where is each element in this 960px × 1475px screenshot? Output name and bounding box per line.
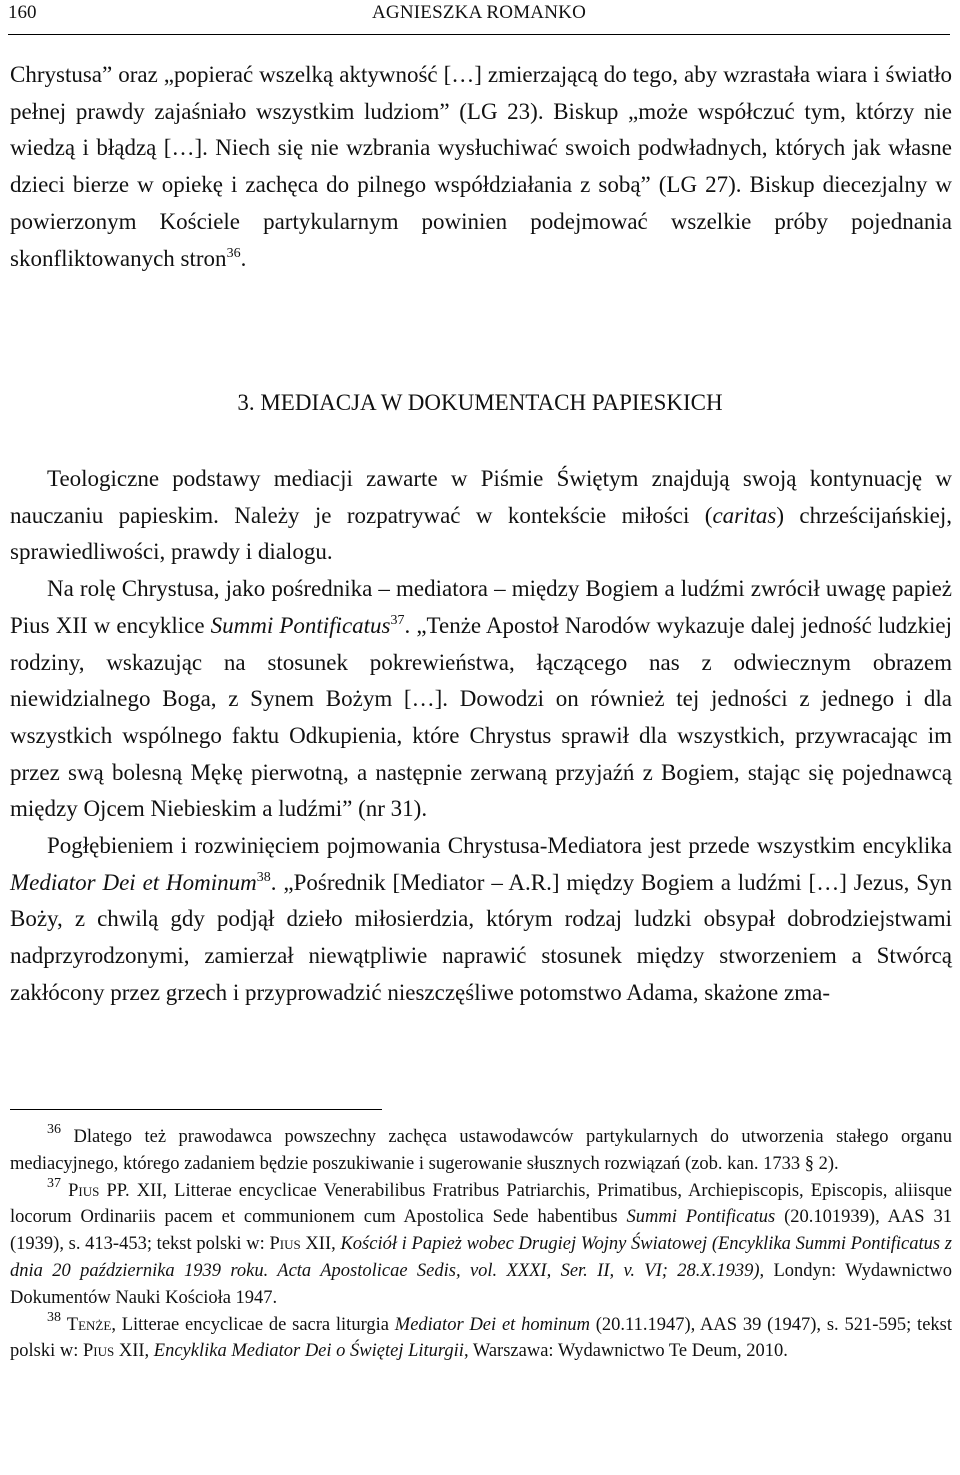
paragraph-1: Chrystusa” oraz „popierać wszelką aktywność […] zmierzającą do tego, aby wzrastała wiara i światło pełnej prawdy zajaśniało wszystkim ludziom” (LG 23). Biskup „może współczuć tym, którzy nie wiedzą i błądzą […]. Niech się nie wzbrania wysłuchiwać swoich podwładnych, których jak własne dzieci bierze w opiekę i zachęca do pilnego współdziałania z sobą” (LG 27). Biskup diecezjalny w powierzonym Kościele partykularnym powinien podejmować wszelkie próby pojednania skonfliktowanych stron$^{36}$.	[10, 62, 952, 271]
page-header	[8, 0, 950, 36]
footnote-ref-37: 37	[390, 612, 405, 628]
footnote-37: $^{37}$ Pius PP. XII, Litterae encyclicae Venerabilibus Fratribus Patriarchis, Primatibus, Archiepiscopis, Episcopis, aliisque locorum Ordinariis pacem et communionem cum Apostolica Sede habentibus Summi Pontificatus (20.101939), AAS 31 (1939), s. 413-453; tekst polski w: Pius XII, Kościół i Papież wobec Drugiej Wojny Światowej (Encyklika Summi Pontificatus z dnia 20 października 1939 roku. Acta Apostolicae Sedis, vol. XXXI, Ser. II, v. VI; 28.X.1939), Londyn: Wydawnictwo Dokumentów Nauki Kościoła 1947.	[10, 1175, 952, 1308]
body-text-top	[10, 57, 952, 277]
section-heading: 3. MEDIACJA W DOKUMENTACH PAPIESKICH	[237, 390, 723, 415]
paragraph-2: Teologiczne podstawy mediacji zawarte w Piśmie Świętym znajdują swoją kontynuację w nauczaniu papieskim. Należy je rozpatrywać w kontekście miłości (caritas) chrześcijańskiej, sprawiedliwości, prawdy i dialogu.	[10, 466, 953, 565]
paragraph-3: Na rolę Chrystusa, jako pośrednika – mediatora – między Bogiem a ludźmi zwrócił uwagę papież Pius XII w encyklice Summi Pontificatus$^{37}$. „Tenże Apostoł Narodów wykazuje dalej jedność ludzkiej rodziny, wskazując na stosunek pokrewieństwa, łączącego nas z odwiecznym obrazem niewidzialnego Boga, z Synem Bożym […]. Dowodzi on również tej jedności z jednego i dla wszystkich wspólnego faktu Odkupienia, które Chrystus sprawił dla wszystkich, przywracając im przez swą bolesną Mękę pierwotną, a następnie zerwaną przyjaźń z Bogiem, stając się pojednawcą między Ojcem Niebieskim a ludźmi” (nr 31).	[10, 576, 952, 822]
footnotes	[10, 1124, 952, 1365]
page-number: 160	[8, 2, 37, 23]
paragraph-4: Pogłębieniem i rozwinięciem pojmowania Chrystusa-Mediatora jest przede wszystkim encyklika Mediator Dei et Hominum$^{38}$. „Pośrednik [Mediator – A.R.] między Bogiem a ludźmi […] Jezus, Syn Boży, z chwilą gdy podjął dzieło miłosierdzia, którym rodzaj ludzki obsypał dobrodziejstwami nadprzyrodzonymi, zamierzał niewątpliwie naprawić stosunek między stworzeniem a Stwórcą zakłócony przez grzech i przyprowadzić nieszczęśliwe potomstwo Adama, skażone zma-	[10, 833, 952, 1005]
footnote-separator	[10, 1109, 382, 1110]
header-rule	[8, 34, 950, 35]
footnote-ref-38: 38	[256, 869, 271, 885]
body-text-main	[10, 461, 952, 1012]
footnote-ref-36: 36	[226, 245, 241, 261]
footnote-36: $^{36}$ Dlatego też prawodawca powszechny zachęca ustawodawców partykularnych do utworzenia stałego organu mediacyjnego, którego zadaniem będzie poszukiwanie i sugerowanie słusznych rozwiązań (zob. kan. 1733 § 2).	[10, 1122, 952, 1174]
footnote-38: $^{38}$ Tenże, Litterae encyclicae de sacra liturgia Mediator Dei et hominum (20.11.1947), AAS 39 (1947), s. 521-595; tekst polski w: Pius XII, Encyklika Mediator Dei o Świętej Liturgii, Warszawa: Wydawnictwo Te Deum, 2010.	[10, 1309, 952, 1362]
running-title: AGNIESZKA ROMANKO	[372, 2, 586, 23]
